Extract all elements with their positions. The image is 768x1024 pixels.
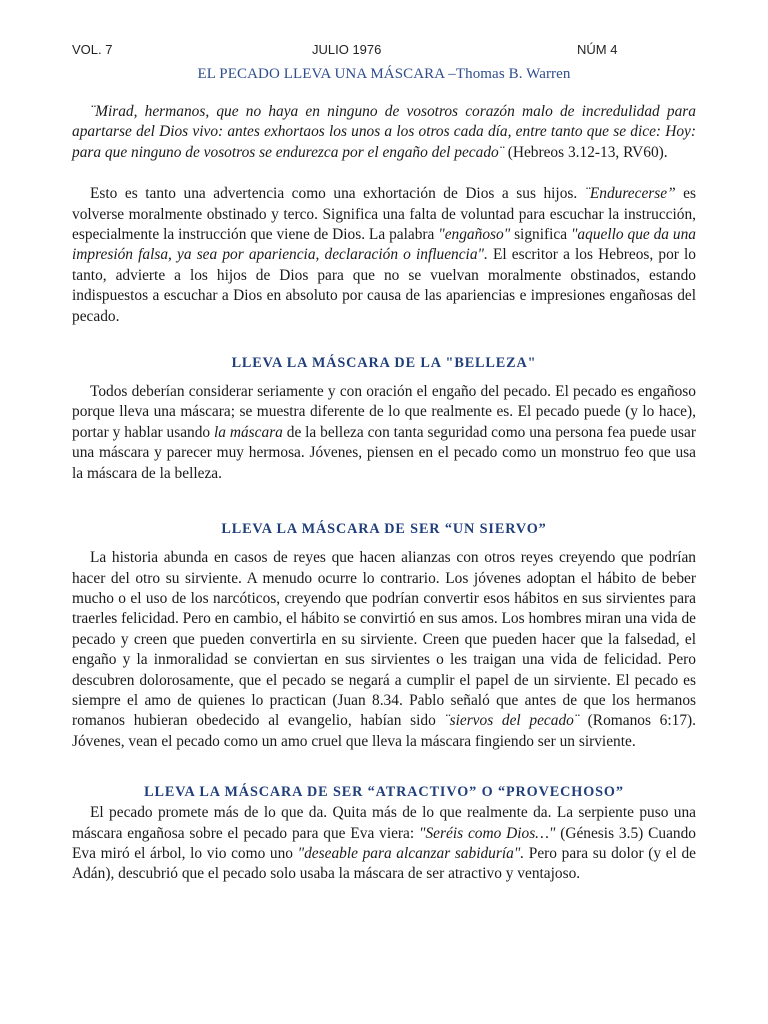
section-title-siervo: LLEVA LA MÁSCARA DE SER “UN SIERVO” xyxy=(221,521,547,538)
italic-run: "aquello que da una impresión falsa, ya sea por apariencia, declaración o influencia". xyxy=(72,226,696,264)
issue-date: JULIO 1976 xyxy=(312,42,382,57)
text-run: de la belleza con tanta seguridad como una persona fea puede usar una máscara y parecer muy hermosa. Jóvenes, piensen en el pecado como un monstruo feo que usa la máscara de la belleza. xyxy=(72,423,697,482)
italic-run: "deseable para alcanzar sabiduría". xyxy=(297,844,525,862)
intro-quote-text: ¨Mirad, hermanos, que no haya en ninguno de vosotros corazón malo de incredulidad para apartarse del Dios vivo: antes exhortaos los unos a los otros cada día, entre tanto que se dice: Hoy: para que ninguno de vosotros se endurezca por el engaño del pecado¨ xyxy=(72,103,696,161)
text-run: Pero para su dolor (y el de Adán), descubrió que el pecado solo usaba la máscara de ser atractivo y ventajoso. xyxy=(72,844,696,883)
text-run: es volverse moralmente obstinado y terco. Significa una falta de voluntad para escuchar la instrucción, especialmente la instrucción que viene de Dios. La palabra xyxy=(72,185,696,244)
section-title-belleza: LLEVA LA MÁSCARA DE LA "BELLEZA" xyxy=(231,355,537,372)
italic-run: la máscara xyxy=(214,423,283,441)
paragraph-belleza xyxy=(72,382,696,484)
italic-run: "Seréis como Dios…" xyxy=(419,824,556,842)
paragraph-atractivo xyxy=(72,803,696,885)
text-run: La historia abunda en casos de reyes que hacen alianzas con otros reyes creyendo que podrían hacer del otro su sirviente. A menudo ocurre lo contrario. Los jóvenes adoptan el hábito de beber mucho o el uso de los narcóticos, creyendo que podrían convertir esos hábitos en sus sirvientes para traerles felicidad. Pero en cambio, el hábito se convirtió en sus amos. Los hombres miran una vida de pecado y creen que pueden convertirla en su sirviente. Creen que pueden hacer que la falsedad, el engaño y la inmoralidad se conviertan en sus sirvientes o les traigan una vida de felicidad. Pero descubren dolorosamente, que el pecado se negará a cumplir el papel de un sirviente. El pecado es siempre el amo de quienes lo practican (Juan 8.34. Pablo señaló que antes de que los hermanos romanos hubieran obedecido al evangelio, habían sido xyxy=(72,549,696,730)
issue-header xyxy=(72,38,696,60)
intro-quote xyxy=(72,102,696,163)
italic-run: ¨siervos del pecado¨ xyxy=(444,712,579,730)
text-run: Esto es tanto una advertencia como una exhortación de Dios a sus hijos. xyxy=(90,185,585,203)
italic-run: ¨Endurecerse” xyxy=(584,185,676,203)
issue-number: NÚM 4 xyxy=(577,42,618,57)
text-run: (Génesis 3.5) Cuando Eva miró el árbol, lo vio como uno xyxy=(72,824,696,862)
paragraph-siervo xyxy=(72,548,696,752)
italic-run: "engañoso" xyxy=(438,226,511,244)
intro-quote-reference: (Hebreos 3.12-13, RV60). xyxy=(503,143,668,161)
text-run: El pecado promete más de lo que da. Quita más de lo que realmente da. La serpiente puso una máscara engañosa sobre el pecado para que Eva viera: xyxy=(72,804,696,842)
article-title: EL PECADO LLEVA UNA MÁSCARA –Thomas B. Warren xyxy=(197,66,571,82)
text-run: significa xyxy=(510,226,571,244)
text-run: Todos deberían considerar seriamente y con oración el engaño del pecado. El pecado es engañoso porque lleva una máscara; se muestra diferente de lo que realmente es. El pecado puede (y lo hace), portar y hablar usando xyxy=(72,383,696,441)
text-run: El escritor a los Hebreos, por lo tanto, advierte a los hijos de Dios para que no se vuelvan moralmente obstinados, estando indispuestos a escuchar a Dios en absoluto por causa de las apariencias e impresiones engañosas del pecado. xyxy=(72,246,696,325)
paragraph-intro xyxy=(72,184,696,327)
text-run: (Romanos 6:17). Jóvenes, vean el pecado como un amo cruel que lleva la máscara fingiendo ser un sirviente. xyxy=(72,712,696,750)
section-title-atractivo: LLEVA LA MÁSCARA DE SER “ATRACTIVO” O “PROVECHOSO” xyxy=(144,784,624,801)
document-page xyxy=(72,38,696,885)
volume-label: VOL. 7 xyxy=(72,42,113,57)
